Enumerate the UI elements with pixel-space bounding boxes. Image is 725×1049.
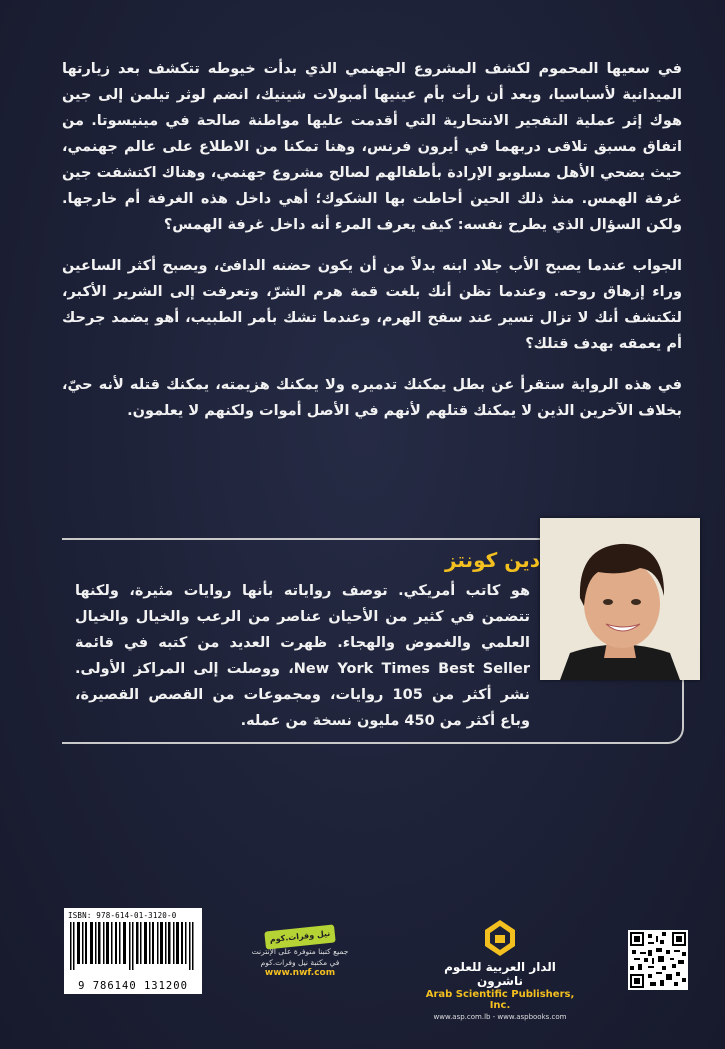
barcode-bars [70, 922, 196, 970]
author-photo [540, 518, 700, 680]
nwf-bookstore-logo [240, 928, 360, 978]
isbn-barcode [64, 908, 202, 994]
publisher-logo [420, 918, 580, 1021]
publisher-emblem-icon [483, 918, 517, 958]
publisher-urls: www.asp.com.lb - www.aspbooks.com [433, 1013, 567, 1021]
isbn-label: ISBN: 978-614-01-3120-0 [68, 911, 177, 920]
qr-code [628, 930, 688, 990]
nwf-line-2: في مكتبة نيل وفرات.كوم [260, 958, 340, 967]
blurb-paragraph-3: في هذه الرواية ستقرأ عن بطل يمكنك تدميره ولا يمكنك هزيمته، يمكنك قتله لأنه حيّ، بخلاف الآخرين الذين لا يمكنك قتلهم لأنهم في الأصل أموات ولكنهم لا يعلمون. [62, 377, 682, 419]
author-bio: هو كاتب أمريكي. توصف رواياته بأنها روايات مثيرة، ولكنها تتضمن في كثير من الأحيان عناصر من الرعب والخيال والخيال العلمي والغموض والهجاء. ظهرت العديد من كتبه في قائمة New York Times Best Seller، ووصلت إلى المراكز الأولى. نشر أكثر من 105 روايات، ومجموعات من القصص القصيرة، وباع أكثر من 450 مليون نسخة من عمله. [75, 583, 530, 729]
author-name: دين كونتز [444, 548, 540, 572]
blurb-paragraph-2: الجواب عندما يصبح الأب جلاد ابنه بدلاً من أن يكون حضنه الدافئ، ويصبح أكثر الساعين وراء إزهاق روحه. وعندما تظن أنك بلغت قمة هرم الشرّ، وتعرفت إلى الشرير الأكبر، لتكتشف أنك لا تزال تسير عند سفح الهرم، وعندما تشك بأمر الطبيب، أهو يضمد جرحك أم يعمقه بهدف قتلك؟ [62, 258, 682, 352]
publisher-name-english: Arab Scientific Publishers, Inc. [425, 989, 575, 1011]
nwf-url: www.nwf.com [264, 968, 336, 978]
barcode-number: 9 786140 131200 [78, 980, 188, 992]
publisher-name-arabic: الدار العربية للعلوم ناشرون [444, 960, 556, 988]
blurb-paragraph-1: في سعيها المحموم لكشف المشروع الجهنمي الذي بدأت خيوطه تتكشف بعد زيارتها الميدانية لأسباسيا، وبعد أن رأت بأم عينيها أمبولات شينيك، انضم لوثر تيلمن إلى جين هوك إثر عملية التفجير الانتحارية التي أقدمت عليها مواطنة صالحة في مينيسوتا. من اتفاق مسبق تلاقى دربهما في أيرون فرنس، وهنا تمكنا من الاطلاع على عالم جهنمي، حيث يضحي الأهل مسلوبو الإرادة بأطفالهم لصالح مشروع جهنمي، وهناك اكتشفت جين غرفة الهمس. منذ ذلك الحين أحاطت بها الشكوك؛ أهي داخل هذه الغرفة أم خارجها. ولكن السؤال الذي يطرح نفسه: كيف يعرف المرء أنه داخل غرفة الهمس؟ [62, 61, 682, 233]
nwf-line-1: جميع كتبنا متوفرة على الإنترنت [251, 947, 349, 956]
back-cover-blurb [62, 56, 682, 439]
nwf-badge: نيل وفرات.كوم [264, 924, 335, 949]
